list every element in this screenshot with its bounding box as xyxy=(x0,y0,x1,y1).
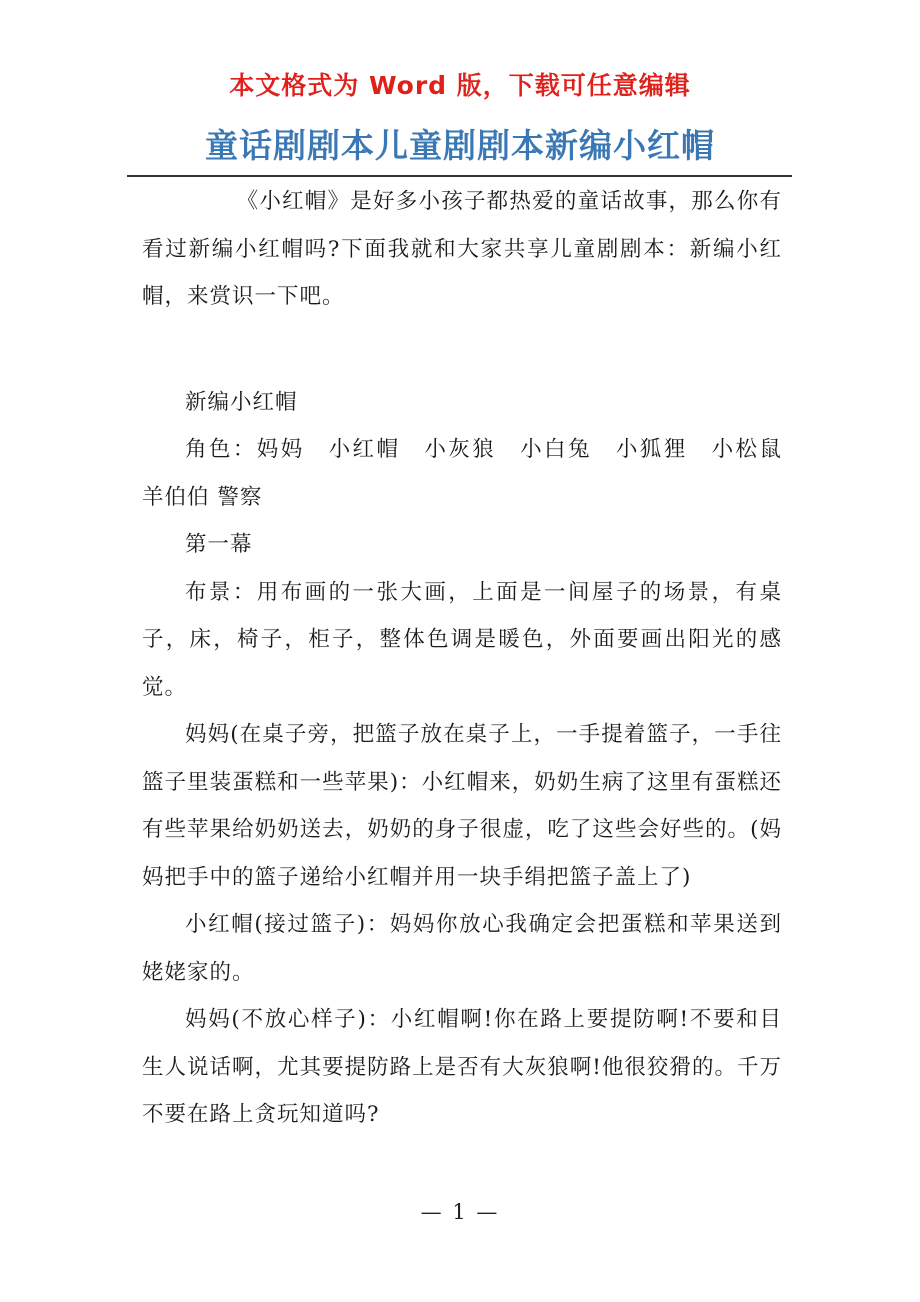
act-heading-paragraph: 第一幕 xyxy=(185,532,253,557)
scenery-paragraph: 布景：用布画的一张大画，上面是一间屋子的场景，有桌子，床，椅子，柜子，整体色调是暖色，外面要画出阳光的感觉。 xyxy=(142,579,782,700)
red-hood-line-paragraph: 小红帽(接过篮子)：妈妈你放心我确定会把蛋糕和苹果送到姥姥家的。 xyxy=(142,912,782,985)
document-title: 童话剧剧本儿童剧剧本新编小红帽 xyxy=(205,126,715,165)
play-title-paragraph: 新编小红帽 xyxy=(185,389,298,415)
intro-paragraph: 《小红帽》是好多小孩子都热爱的童话故事，那么你有看过新编小红帽吗?下面我就和大家共享儿童剧剧本：新编小红帽，来赏识一下吧。 xyxy=(142,189,782,309)
paragraph-gap xyxy=(142,321,782,379)
page-number: — 1 — xyxy=(420,1200,500,1224)
document-body xyxy=(142,178,805,1139)
roles-paragraph: 角色：妈妈 小红帽 小灰狼 小白兔 小狐狸 小松鼠 羊伯伯 警察 xyxy=(142,437,805,510)
format-notice: 本文格式为 Word 版，下载可任意编辑 xyxy=(229,71,691,100)
title-divider xyxy=(127,175,792,177)
mother-warning-paragraph: 妈妈(不放心样子)：小红帽啊!你在路上要提防啊!不要和目生人说话啊，尤其要提防路上是否有大灰狼啊!他很狡猾的。千万不要在路上贪玩知道吗? xyxy=(142,1007,782,1127)
mother-line-paragraph: 妈妈(在桌子旁，把篮子放在桌子上，一手提着篮子，一手往篮子里装蛋糕和一些苹果)：小红帽来，奶奶生病了这里有蛋糕还有些苹果给奶奶送去，奶奶的身子很虚，吃了这些会好些的。(妈妈把手中的篮子递给小红帽并用一块手绢把篮子盖上了) xyxy=(142,722,782,890)
